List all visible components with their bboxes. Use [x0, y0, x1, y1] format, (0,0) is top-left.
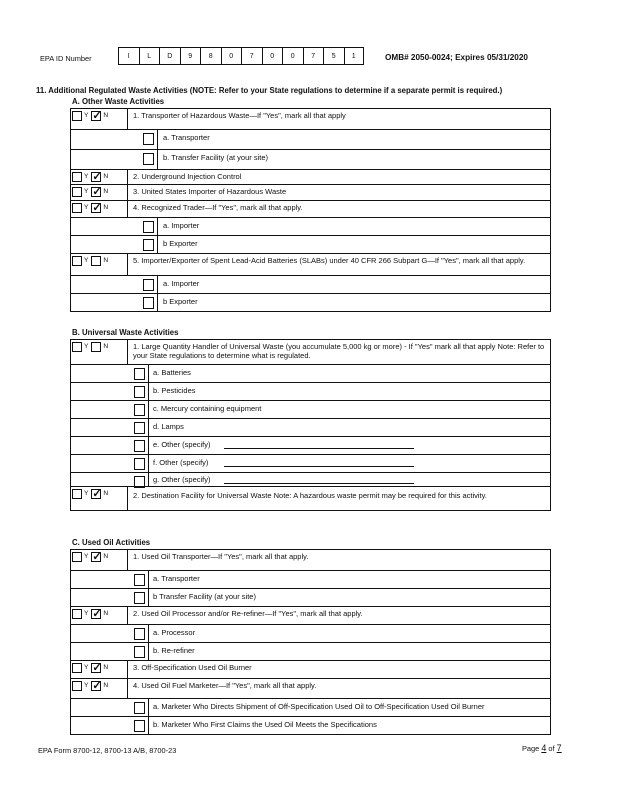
yes-checkbox[interactable]	[72, 172, 82, 182]
question-text: 4. Used Oil Fuel Marketer—If "Yes", mark all that apply.	[133, 681, 317, 690]
question-text: 2. Used Oil Processor and/or Re-refiner—If "Yes", mark all that apply.	[133, 609, 363, 618]
no-checkbox[interactable]	[91, 663, 101, 673]
sub-item-label: e. Other (specify)	[153, 440, 211, 449]
sub-item-row	[71, 642, 550, 660]
sub-checkbox[interactable]	[143, 297, 154, 309]
no-checkbox[interactable]	[91, 552, 101, 562]
yes-no-cell: Y ✓ N	[71, 109, 128, 129]
sub-checkbox[interactable]	[134, 646, 145, 658]
yes-checkbox[interactable]	[72, 663, 82, 673]
sub-item-label: b Transfer Facility (at your site)	[153, 592, 256, 601]
sub-item-row	[71, 436, 550, 454]
epa-id-char: I	[118, 47, 139, 65]
sub-item-row	[71, 217, 550, 235]
sub-item-row	[71, 235, 550, 253]
form-number: EPA Form 8700-12, 8700-13 A/B, 8700-23	[38, 746, 177, 755]
no-checkbox[interactable]	[91, 681, 101, 691]
yes-no-cell: Y ✓ N	[71, 679, 128, 698]
no-checkbox[interactable]	[91, 203, 101, 213]
no-checkbox[interactable]	[91, 342, 101, 352]
yes-checkbox[interactable]	[72, 342, 82, 352]
no-checkbox[interactable]	[91, 489, 101, 499]
part-b-table	[70, 339, 551, 511]
page-number: 4	[541, 743, 547, 753]
sub-item-label: a. Batteries	[153, 368, 191, 377]
sub-item-label: a. Importer	[163, 221, 200, 230]
sub-item-row	[71, 472, 550, 486]
sub-item-row	[71, 364, 550, 382]
part-b-title: B. Universal Waste Activities	[72, 328, 179, 337]
sub-item-row	[71, 275, 550, 293]
sub-checkbox[interactable]	[143, 133, 154, 145]
yes-no-cell: Y ✓ N	[71, 607, 128, 624]
sub-item-label: d. Lamps	[153, 422, 184, 431]
yes-no-cell: Y ✓ N	[71, 170, 128, 184]
omb-number: OMB# 2050-0024; Expires 05/31/2020	[385, 53, 528, 62]
question-text: 2. Underground Injection Control	[133, 172, 242, 181]
part-c-table	[70, 549, 551, 735]
sub-checkbox[interactable]	[143, 153, 154, 165]
sub-checkbox[interactable]	[134, 458, 145, 470]
part-a-table	[70, 108, 551, 312]
question-text: 1. Large Quantity Handler of Universal Waste (you accumulate 5,000 kg or more) - If "Yes" mark all that apply Note: Refer to your State regulations to determine what is regulated.	[133, 342, 545, 360]
sub-item-row	[71, 293, 550, 311]
yes-no-cell: Y ✓ N	[71, 550, 128, 570]
yes-no-cell: Y ✓ N	[71, 185, 128, 200]
no-checkbox[interactable]	[91, 172, 101, 182]
sub-item-row	[71, 400, 550, 418]
sub-item-row	[71, 698, 550, 716]
question-text: 5. Importer/Exporter of Spent Lead-Acid Batteries (SLABs) under 40 CFR 266 Subpart G—If "Yes", mark all that apply.	[133, 256, 526, 265]
epa-id-char: 1	[344, 47, 365, 65]
sub-item-label: a. Processor	[153, 628, 196, 637]
question-text: 3. United States Importer of Hazardous Waste	[133, 187, 287, 196]
question-row	[71, 169, 550, 184]
of-label: of	[548, 744, 555, 753]
specify-line[interactable]	[224, 483, 414, 484]
sub-item-label: g. Other (specify)	[153, 475, 211, 484]
question-text: 1. Used Oil Transporter—If "Yes", mark all that apply.	[133, 552, 309, 561]
sub-checkbox[interactable]	[134, 440, 145, 452]
sub-item-label: b. Re-refiner	[153, 646, 195, 655]
sub-item-row	[71, 624, 550, 642]
sub-item-row	[71, 588, 550, 606]
sub-item-row	[71, 454, 550, 472]
sub-item-label: b. Transfer Facility (at your site)	[163, 153, 269, 162]
epa-id-label: EPA ID Number	[40, 54, 92, 63]
specify-line[interactable]	[224, 466, 414, 467]
specify-line[interactable]	[224, 448, 414, 449]
no-checkbox[interactable]	[91, 111, 101, 121]
epa-id-char: L	[139, 47, 160, 65]
question-row	[71, 340, 550, 364]
yes-checkbox[interactable]	[72, 256, 82, 266]
question-text: 1. Transporter of Hazardous Waste—If "Yes", mark all that apply	[133, 111, 346, 120]
sub-item-label: b. Marketer Who First Claims the Used Oil Meets the Specifications	[153, 720, 377, 729]
sub-checkbox[interactable]	[143, 221, 154, 233]
sub-checkbox[interactable]	[143, 239, 154, 251]
sub-checkbox[interactable]	[134, 574, 145, 586]
sub-checkbox[interactable]	[134, 720, 145, 732]
question-row	[71, 606, 550, 624]
sub-item-label: a. Marketer Who Directs Shipment of Off-Specification Used Oil to Off-Specification Used Oil Burner	[153, 702, 485, 711]
yes-checkbox[interactable]	[72, 681, 82, 691]
yes-no-cell: Y N	[71, 340, 128, 364]
question-text: 3. Off-Specification Used Oil Burner	[133, 663, 252, 672]
sub-checkbox[interactable]	[134, 592, 145, 604]
yes-checkbox[interactable]	[72, 552, 82, 562]
sub-checkbox[interactable]	[134, 628, 145, 640]
sub-checkbox[interactable]	[134, 368, 145, 380]
sub-checkbox[interactable]	[134, 404, 145, 416]
sub-item-label: b Exporter	[163, 297, 198, 306]
epa-id-char: 7	[303, 47, 324, 65]
epa-id-char: 0	[262, 47, 283, 65]
sub-item-label: a. Importer	[163, 279, 200, 288]
epa-id-char: 7	[241, 47, 262, 65]
section-11-title: 11. Additional Regulated Waste Activities (NOTE: Refer to your State regulations to determine if a separate permit is required.)	[36, 86, 503, 95]
no-checkbox[interactable]	[91, 609, 101, 619]
question-row	[71, 253, 550, 275]
epa-id-char: D	[159, 47, 180, 65]
sub-item-label: a. Transporter	[153, 574, 200, 583]
question-row	[71, 660, 550, 678]
question-row	[71, 550, 550, 570]
sub-item-label: c. Mercury containing equipment	[153, 404, 262, 413]
yes-no-cell: Y ✓ N	[71, 201, 128, 217]
yes-no-cell: Y ✓ N	[71, 661, 128, 678]
epa-id-char: 8	[200, 47, 221, 65]
sub-checkbox[interactable]	[134, 702, 145, 714]
part-a-title: A. Other Waste Activities	[72, 97, 165, 106]
epa-id-char: 0	[221, 47, 242, 65]
epa-id-number	[118, 47, 364, 65]
no-checkbox[interactable]	[91, 256, 101, 266]
question-row	[71, 109, 550, 129]
question-text: 2. Destination Facility for Universal Waste Note: A hazardous waste permit may be required for this activity.	[133, 491, 487, 500]
question-text: 4. Recognized Trader—If "Yes", mark all that apply.	[133, 203, 303, 212]
sub-item-label: f. Other (specify)	[153, 458, 209, 467]
page-label: Page	[522, 744, 540, 753]
sub-item-label: b Exporter	[163, 239, 198, 248]
page-total: 7	[556, 743, 562, 753]
epa-id-char: 5	[323, 47, 344, 65]
yes-checkbox[interactable]	[72, 609, 82, 619]
yes-no-cell: Y N	[71, 254, 128, 275]
sub-item-label: a. Transporter	[163, 133, 210, 142]
sub-item-label: b. Pesticides	[153, 386, 196, 395]
page-indicator	[522, 743, 562, 753]
question-row	[71, 184, 550, 200]
sub-item-row	[71, 418, 550, 436]
epa-id-char: 9	[180, 47, 201, 65]
yes-checkbox[interactable]	[72, 111, 82, 121]
yes-checkbox[interactable]	[72, 203, 82, 213]
question-row	[71, 678, 550, 698]
epa-id-char: 0	[282, 47, 303, 65]
sub-checkbox[interactable]	[134, 422, 145, 434]
sub-item-row	[71, 716, 550, 734]
yes-no-cell: Y ✓ N	[71, 487, 128, 510]
sub-item-row	[71, 149, 550, 169]
sub-item-row	[71, 382, 550, 400]
yes-checkbox[interactable]	[72, 187, 82, 197]
yes-checkbox[interactable]	[72, 489, 82, 499]
question-row	[71, 486, 550, 510]
sub-checkbox[interactable]	[134, 386, 145, 398]
sub-item-row	[71, 129, 550, 149]
sub-item-row	[71, 570, 550, 588]
part-c-title: C. Used Oil Activities	[72, 538, 151, 547]
sub-checkbox[interactable]	[143, 279, 154, 291]
no-checkbox[interactable]	[91, 187, 101, 197]
question-row	[71, 200, 550, 217]
